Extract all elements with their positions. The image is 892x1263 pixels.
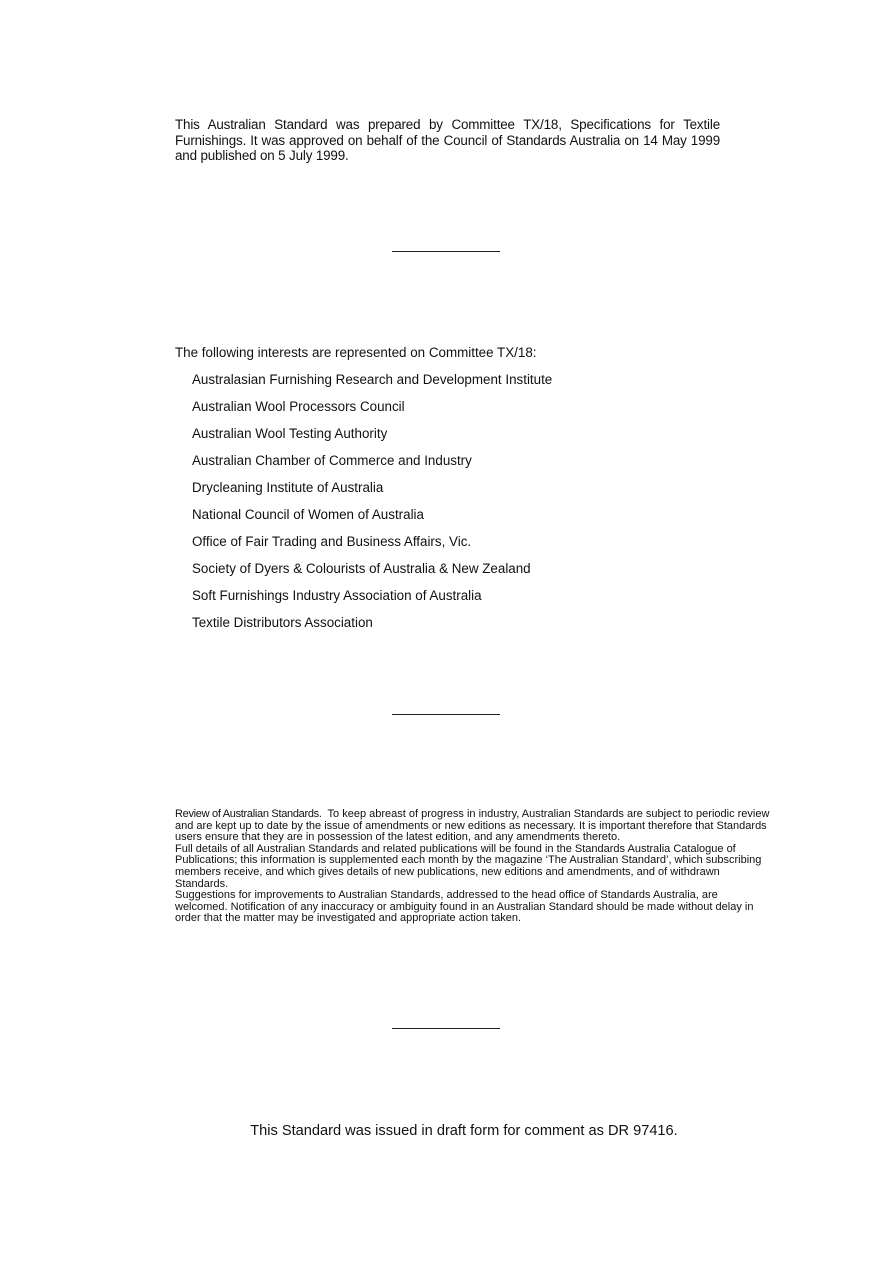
list-item: Australasian Furnishing Research and Development Institute (192, 372, 553, 387)
preparation-text: This Australian Standard was prepared by Committee TX/18, Specifications for Textile Furnishings. It was approved on behalf of the Council of Standards Australia on 14 May 1999 and published on 5 July 1999. (175, 117, 720, 163)
interests-intro: The following interests are represented on Committee TX/18: (175, 345, 537, 360)
list-item: Drycleaning Institute of Australia (192, 480, 384, 495)
review-paragraph-1 (175, 809, 770, 844)
section-divider (392, 714, 500, 715)
list-item: Australian Wool Testing Authority (192, 426, 388, 441)
list-item: Textile Distributors Association (192, 615, 373, 630)
review-paragraph-1-text: To keep abreast of progress in industry, Australian Standards are subject to periodic review and are kept up to date by the issue of amendments or new editions as necessary. It is important therefore that Standards users ensure that they are in possession of the latest edition, and any amendments thereto. (175, 808, 770, 844)
review-heading: Review of Australian Standards. (175, 808, 322, 820)
list-item: Office of Fair Trading and Business Affairs, Vic. (192, 534, 472, 549)
review-paragraph-3: Suggestions for improvements to Australian Standards, addressed to the head office of Standards Australia, are welcomed. Notification of any inaccuracy or ambiguity found in an Australian Standard should be made without delay in order that the matter may be investigated and appropriate action taken. (175, 889, 754, 925)
review-notice (175, 809, 770, 925)
list-item: Australian Wool Processors Council (192, 399, 405, 414)
list-item: Australian Chamber of Commerce and Industry (192, 453, 472, 468)
section-divider (392, 251, 500, 252)
review-paragraph-2: Full details of all Australian Standards and related publications will be found in the Standards Australia Catalogue of Publications; this information is supplemented each month by the magazine ‘The Australian Standard’, which subscribing members receive, and which gives details of new publications, new editions and amendments, and of withdrawn Standards. (175, 842, 762, 890)
list-item: Society of Dyers & Colourists of Australia & New Zealand (192, 561, 531, 576)
section-divider (392, 1028, 500, 1029)
list-item: National Council of Women of Australia (192, 507, 424, 522)
draft-note: This Standard was issued in draft form for comment as DR 97416. (250, 1123, 678, 1139)
list-item: Soft Furnishings Industry Association of Australia (192, 588, 482, 603)
preparation-statement (175, 117, 720, 164)
interests-list (192, 372, 552, 642)
